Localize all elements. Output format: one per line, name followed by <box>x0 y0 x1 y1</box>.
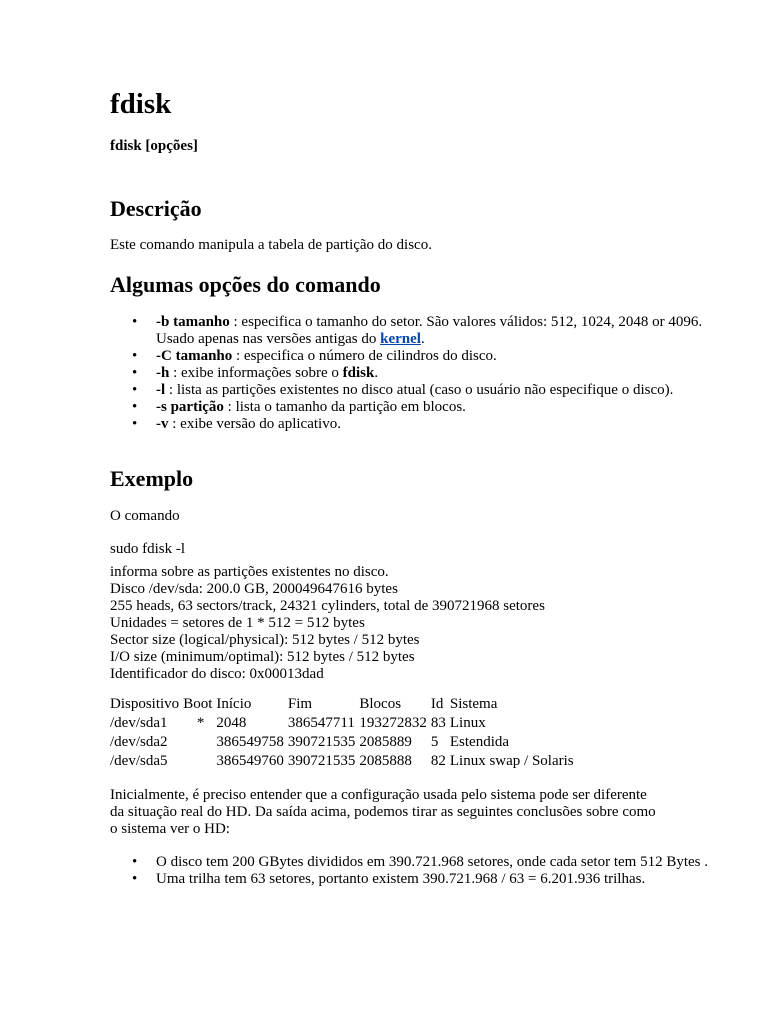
table-cell: 83 <box>430 715 446 731</box>
description-heading: Descrição <box>110 196 202 221</box>
conclusion-item: • Uma trilha tem 63 setores, portanto existem 390.721.968 / 63 = 6.201.936 trilhas. <box>156 871 716 888</box>
table-cell: 2085888 <box>359 753 412 769</box>
column-header: Sistema <box>449 696 498 712</box>
table-row <box>108 753 576 772</box>
table-cell: Linux <box>449 715 486 731</box>
table-cell: /dev/sda1 <box>110 715 168 731</box>
description-text: Este comando manipula a tabela de partição do disco. <box>110 237 432 253</box>
table-row <box>108 715 576 734</box>
output-line: 255 heads, 63 sectors/track, 24321 cylinders, total de 390721968 setores <box>110 598 545 614</box>
option-item-l: • -l : lista as partições existentes no disco atual (caso o usuário não especifique o disco). <box>156 382 716 399</box>
column-header: Fim <box>287 696 313 712</box>
table-cell <box>181 734 214 753</box>
table-cell: Linux swap / Solaris <box>449 753 574 769</box>
partition-table <box>108 696 576 772</box>
table-cell: 386547711 <box>287 715 355 731</box>
options-list <box>110 314 716 433</box>
output-line: Identificador do disco: 0x00013dad <box>110 666 324 682</box>
table-cell: * <box>196 715 205 731</box>
table-cell: 390721535 <box>287 734 356 750</box>
table-cell: 386549760 <box>216 753 284 769</box>
synopsis: fdisk [opções] <box>110 138 198 154</box>
column-header: Início <box>216 696 252 712</box>
table-header-row <box>108 696 576 715</box>
column-header: Id <box>430 696 444 712</box>
column-header: Blocos <box>359 696 402 712</box>
table-cell: 390721535 <box>287 753 356 769</box>
table-cell: 5 <box>430 734 439 750</box>
table-cell: 2085889 <box>359 734 412 750</box>
example-command: sudo fdisk -l <box>110 541 185 557</box>
table-cell <box>181 753 214 772</box>
option-item-s: • -s partição : lista o tamanho da partição em blocos. <box>156 399 716 416</box>
output-line: Disco /dev/sda: 200.0 GB, 200049647616 bytes <box>110 581 398 597</box>
option-item-h: • -h : exibe informações sobre o fdisk. <box>156 365 716 382</box>
column-header: Dispositivo <box>110 696 180 712</box>
example-output <box>110 564 545 683</box>
conclusions-list <box>110 854 716 888</box>
output-line: informa sobre as partições existentes no disco. <box>110 564 389 580</box>
table-cell: Estendida <box>449 734 510 750</box>
output-line: I/O size (minimum/optimal): 512 bytes / 512 bytes <box>110 649 415 665</box>
table-cell: 386549758 <box>216 734 284 750</box>
analysis-paragraph: Inicialmente, é preciso entender que a configuração usada pelo sistema pode ser diferente da situação real do HD. Da saída acima, podemos tirar as seguintes conclusões sobre como o sistema ver o HD: <box>110 787 656 837</box>
column-header: Boot <box>183 696 213 712</box>
example-intro: O comando <box>110 508 180 524</box>
page-title: fdisk <box>110 88 172 120</box>
conclusion-item: • O disco tem 200 GBytes divididos em 390.721.968 setores, onde cada setor tem 512 Bytes . <box>156 854 716 871</box>
table-cell: 2048 <box>216 715 247 731</box>
table-cell: /dev/sda2 <box>110 734 168 750</box>
options-heading: Algumas opções do comando <box>110 272 381 297</box>
example-heading: Exemplo <box>110 466 194 491</box>
output-line: Sector size (logical/physical): 512 bytes / 512 bytes <box>110 632 420 648</box>
table-cell: 193272832 <box>359 715 427 731</box>
table-cell: /dev/sda5 <box>110 753 168 769</box>
output-line: Unidades = setores de 1 * 512 = 512 bytes <box>110 615 365 631</box>
kernel-link[interactable]: kernel <box>380 331 421 347</box>
option-item-c: • -C tamanho : especifica o número de cilindros do disco. <box>156 348 716 365</box>
table-cell: 82 <box>430 753 446 769</box>
option-item-b: • -b tamanho : especifica o tamanho do setor. São valores válidos: 512, 1024, 2048 or 4096. Usado apenas nas versões antigas do kernel. <box>156 314 716 348</box>
table-row <box>108 734 576 753</box>
option-item-v: • -v : exibe versão do aplicativo. <box>156 416 716 433</box>
